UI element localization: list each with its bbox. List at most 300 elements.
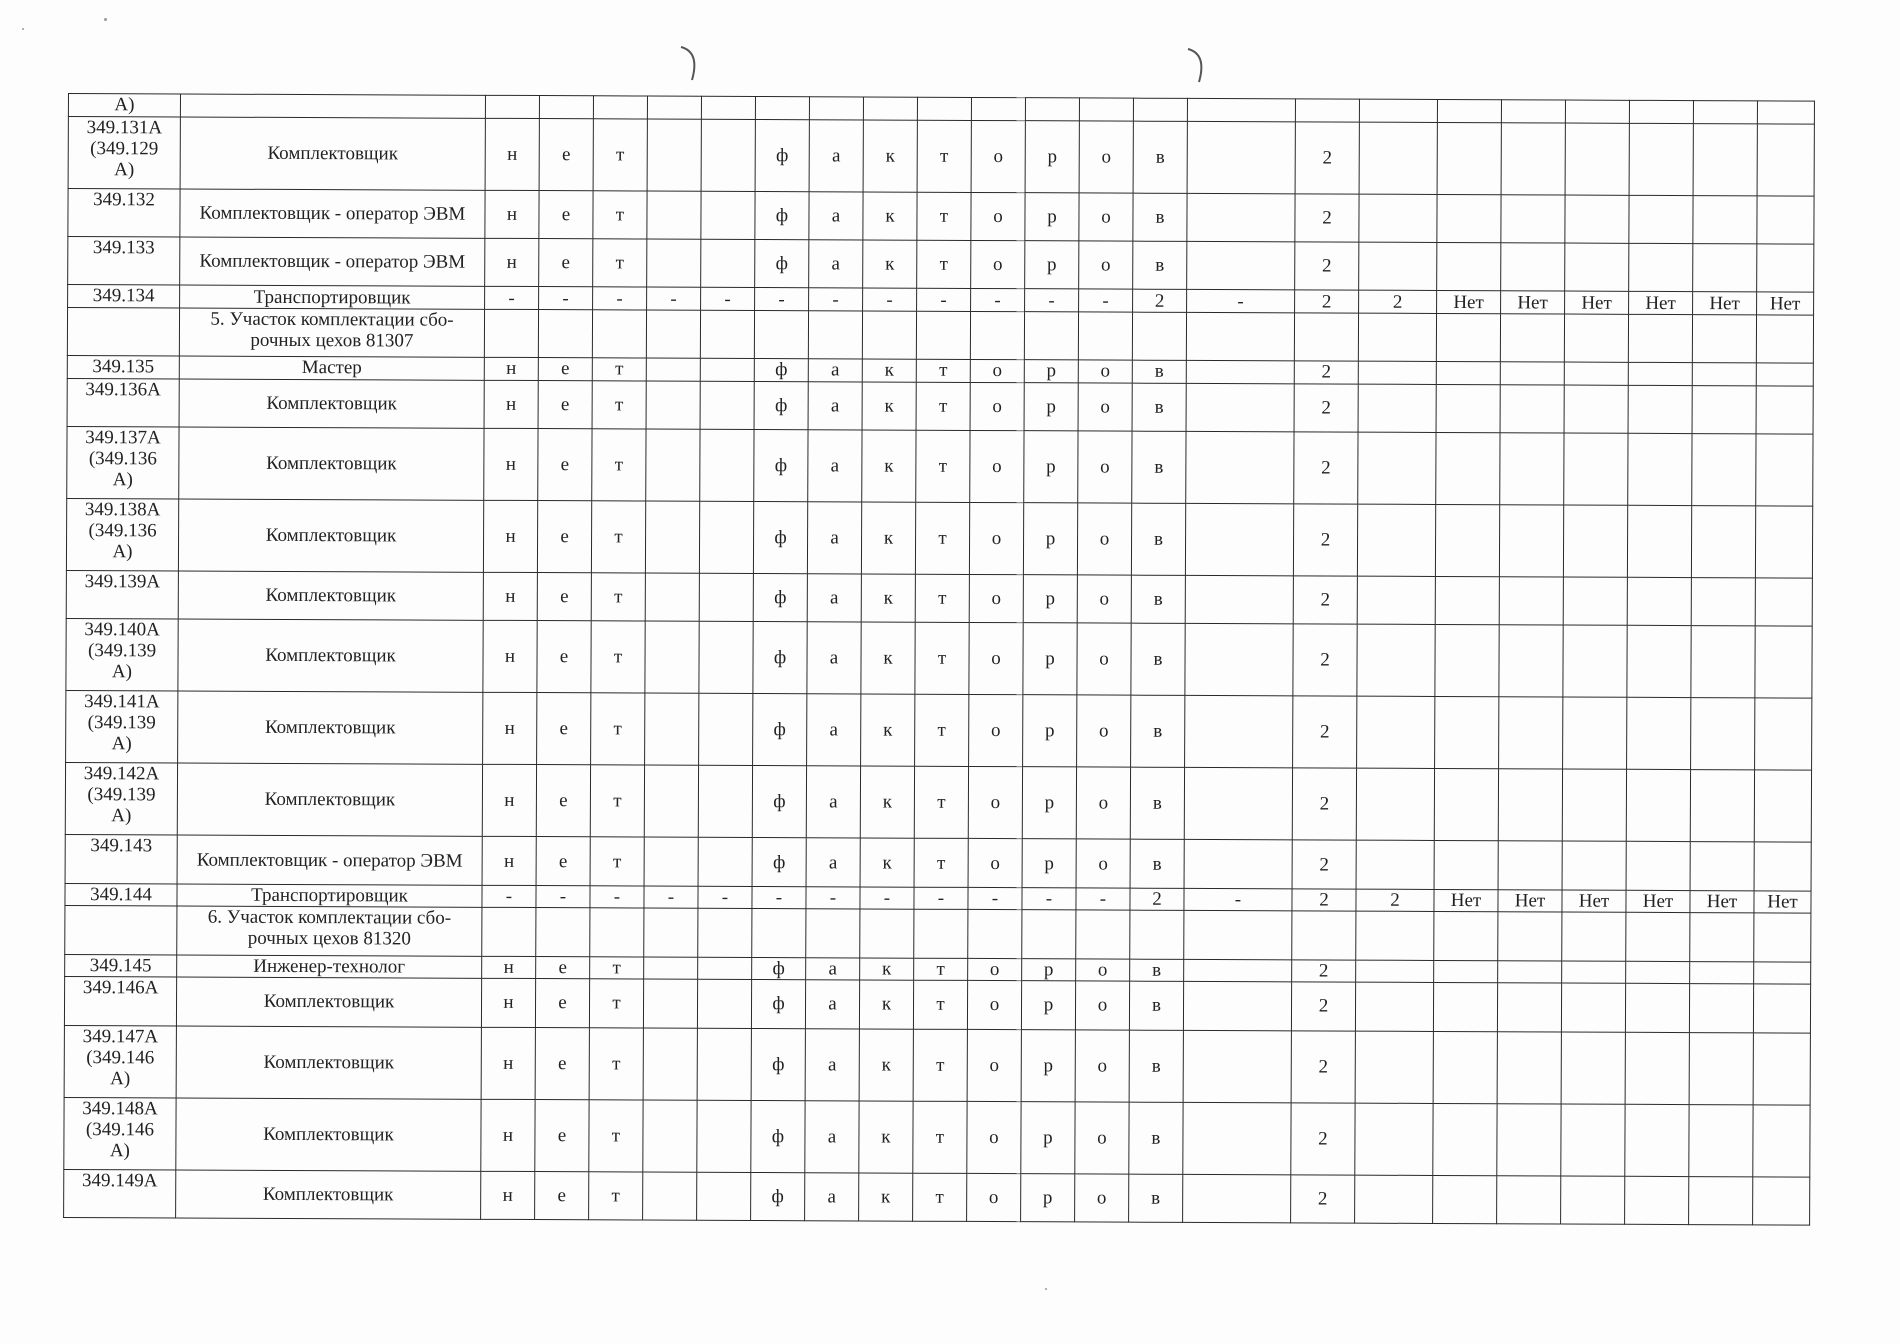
value-cell: о bbox=[971, 120, 1025, 192]
job-title-cell: Комплектовщик bbox=[176, 1026, 481, 1099]
scan-speck bbox=[1045, 1288, 1047, 1290]
value-cell bbox=[1187, 98, 1295, 121]
value-cell: в bbox=[1129, 1102, 1183, 1174]
value-cell: - bbox=[1187, 290, 1295, 313]
value-cell bbox=[643, 1172, 697, 1221]
code-cell: 349.139А bbox=[66, 571, 178, 620]
value-cell: е bbox=[535, 1099, 589, 1171]
value-cell bbox=[1500, 433, 1564, 505]
value-cell: Нет bbox=[1565, 291, 1629, 314]
job-title-cell: Комплектовщик bbox=[178, 691, 483, 764]
value-cell: Нет bbox=[1562, 890, 1626, 913]
value-cell: 2 bbox=[1295, 121, 1359, 193]
value-cell bbox=[1498, 912, 1562, 961]
value-cell bbox=[645, 621, 699, 693]
job-title-cell: Инженер-технолог bbox=[177, 955, 482, 979]
value-cell: а bbox=[805, 1100, 859, 1172]
value-cell: о bbox=[969, 575, 1023, 624]
value-cell bbox=[1690, 913, 1754, 962]
value-cell bbox=[1434, 960, 1498, 983]
value-cell bbox=[1753, 1032, 1810, 1104]
value-cell: о bbox=[969, 623, 1023, 695]
value-cell: а bbox=[808, 359, 862, 382]
section-title: 5. Участок комплектации сбо- рочных цехов 81307 bbox=[179, 308, 484, 358]
value-cell: е bbox=[539, 238, 593, 287]
value-cell: т bbox=[589, 1099, 643, 1171]
value-cell: а bbox=[809, 240, 863, 289]
value-cell bbox=[863, 97, 917, 120]
value-cell bbox=[1627, 698, 1691, 770]
value-cell: н bbox=[485, 118, 539, 190]
value-cell: 2 bbox=[1130, 888, 1184, 911]
value-cell bbox=[1625, 1104, 1689, 1176]
value-cell bbox=[592, 310, 646, 359]
code-cell: 349.144 bbox=[65, 883, 177, 906]
value-cell: о bbox=[1077, 503, 1131, 575]
value-cell: о bbox=[1076, 767, 1130, 839]
value-cell: к bbox=[860, 958, 914, 981]
value-cell bbox=[1561, 1176, 1625, 1225]
value-cell: о bbox=[1077, 575, 1131, 624]
value-cell bbox=[862, 311, 916, 360]
value-cell: о bbox=[1079, 193, 1133, 242]
value-cell bbox=[1497, 983, 1561, 1032]
value-cell bbox=[1295, 99, 1359, 122]
value-cell bbox=[1183, 1174, 1291, 1223]
value-cell bbox=[1499, 697, 1563, 769]
value-cell: т bbox=[915, 695, 969, 767]
value-cell: 2 bbox=[1292, 840, 1356, 889]
value-cell bbox=[1755, 626, 1812, 698]
section-title: 6. Участок комплектации сбо- рочных цехов 81320 bbox=[177, 906, 482, 956]
value-cell: о bbox=[970, 431, 1024, 503]
value-cell: в bbox=[1132, 383, 1186, 432]
code-cell: 349.145 bbox=[65, 954, 177, 977]
value-cell bbox=[1433, 1103, 1497, 1175]
table-row bbox=[65, 763, 1811, 843]
value-cell bbox=[536, 908, 590, 957]
value-cell bbox=[1185, 624, 1293, 696]
value-cell: а bbox=[806, 838, 860, 887]
value-cell bbox=[1357, 576, 1435, 625]
value-cell bbox=[1629, 100, 1693, 123]
value-cell bbox=[1754, 913, 1811, 962]
value-cell: в bbox=[1130, 768, 1184, 840]
value-cell bbox=[700, 429, 754, 501]
code-cell: 349.143 bbox=[65, 835, 177, 884]
value-cell bbox=[1185, 696, 1293, 768]
value-cell bbox=[1561, 983, 1625, 1032]
code-cell: 349.133 bbox=[68, 236, 180, 285]
value-cell bbox=[645, 573, 699, 622]
value-cell bbox=[646, 358, 700, 381]
value-cell bbox=[806, 909, 860, 958]
job-title-cell: Транспортировщик bbox=[180, 285, 485, 309]
value-cell: к bbox=[859, 1173, 913, 1222]
value-cell bbox=[1690, 961, 1754, 984]
code-cell: 349.146А bbox=[64, 977, 176, 1026]
value-cell: - bbox=[593, 287, 647, 310]
value-cell: ф bbox=[754, 381, 808, 430]
value-cell: к bbox=[861, 502, 915, 574]
value-cell bbox=[646, 381, 700, 430]
value-cell: е bbox=[536, 956, 590, 979]
value-cell bbox=[752, 909, 806, 958]
value-cell: т bbox=[592, 429, 646, 501]
value-cell bbox=[1564, 314, 1628, 363]
value-cell bbox=[1561, 1104, 1625, 1176]
code-cell bbox=[65, 906, 177, 955]
code-cell: 349.135 bbox=[67, 356, 179, 379]
table-row bbox=[64, 1169, 1810, 1225]
value-cell: 2 bbox=[1359, 290, 1437, 313]
value-cell: Нет bbox=[1754, 891, 1811, 914]
value-cell: е bbox=[538, 358, 592, 381]
value-cell: т bbox=[913, 1029, 967, 1101]
value-cell: е bbox=[536, 765, 590, 837]
value-cell: Нет bbox=[1498, 889, 1562, 912]
value-cell: Нет bbox=[1626, 890, 1690, 913]
value-cell: - bbox=[1184, 888, 1292, 911]
value-cell: к bbox=[862, 430, 916, 502]
value-cell bbox=[1692, 385, 1756, 434]
value-cell: - bbox=[914, 887, 968, 910]
value-cell: в bbox=[1132, 431, 1186, 503]
value-cell bbox=[1436, 433, 1500, 505]
value-cell bbox=[1755, 578, 1812, 627]
value-cell bbox=[1499, 505, 1563, 577]
value-cell: ф bbox=[753, 574, 807, 623]
value-cell bbox=[1693, 244, 1757, 293]
value-cell: 2 bbox=[1291, 1174, 1355, 1223]
value-cell bbox=[644, 908, 698, 957]
value-cell: н bbox=[483, 572, 537, 621]
value-cell: т bbox=[916, 430, 970, 502]
value-cell bbox=[1434, 769, 1498, 841]
value-cell bbox=[1186, 312, 1294, 361]
value-cell: 2 bbox=[1295, 242, 1359, 291]
value-cell bbox=[1689, 1176, 1753, 1225]
value-cell bbox=[808, 311, 862, 360]
value-cell: е bbox=[535, 1171, 589, 1220]
value-cell bbox=[1565, 123, 1629, 195]
value-cell: 2 bbox=[1291, 1030, 1355, 1102]
value-cell bbox=[1024, 312, 1078, 361]
value-cell: к bbox=[860, 766, 914, 838]
value-cell bbox=[1754, 770, 1811, 842]
value-cell: - bbox=[968, 887, 1022, 910]
value-cell: е bbox=[536, 837, 590, 886]
value-cell bbox=[1501, 243, 1565, 292]
value-cell: н bbox=[481, 1099, 535, 1171]
value-cell bbox=[1292, 911, 1356, 960]
value-cell bbox=[1628, 362, 1692, 385]
value-cell bbox=[643, 1028, 697, 1100]
value-cell: - bbox=[485, 287, 539, 310]
value-cell: о bbox=[971, 192, 1025, 241]
value-cell bbox=[1564, 385, 1628, 434]
value-cell bbox=[699, 573, 753, 622]
value-cell: - bbox=[647, 287, 701, 310]
code-cell: 349.141А (349.139 А) bbox=[66, 691, 178, 763]
value-cell: т bbox=[914, 958, 968, 981]
value-cell: в bbox=[1133, 193, 1187, 242]
value-cell bbox=[1186, 361, 1294, 384]
value-cell bbox=[1187, 241, 1295, 290]
value-cell bbox=[1433, 1175, 1497, 1224]
value-cell bbox=[1629, 195, 1693, 244]
value-cell: н bbox=[482, 765, 536, 837]
value-cell bbox=[1433, 1031, 1497, 1103]
value-cell: е bbox=[535, 979, 589, 1028]
value-cell: е bbox=[539, 118, 593, 190]
value-cell bbox=[1436, 384, 1500, 433]
value-cell bbox=[485, 95, 539, 118]
value-cell bbox=[1689, 984, 1753, 1033]
value-cell: - bbox=[755, 288, 809, 311]
value-cell: в bbox=[1130, 840, 1184, 889]
value-cell: т bbox=[589, 1027, 643, 1099]
value-cell bbox=[1626, 961, 1690, 984]
value-cell bbox=[1689, 1032, 1753, 1104]
value-cell bbox=[1689, 1104, 1753, 1176]
table-row bbox=[67, 427, 1813, 507]
value-cell bbox=[1183, 982, 1291, 1031]
value-cell: о bbox=[969, 695, 1023, 767]
value-cell bbox=[1626, 913, 1690, 962]
value-cell: р bbox=[1021, 1029, 1075, 1101]
value-cell: н bbox=[485, 190, 539, 239]
value-cell: к bbox=[863, 120, 917, 192]
value-cell bbox=[538, 309, 592, 358]
value-cell bbox=[970, 311, 1024, 360]
value-cell: в bbox=[1129, 1030, 1183, 1102]
value-cell: к bbox=[861, 574, 915, 623]
value-cell bbox=[1357, 697, 1435, 769]
value-cell bbox=[1755, 506, 1812, 578]
value-cell: 2 bbox=[1292, 768, 1356, 840]
value-cell: 2 bbox=[1293, 504, 1357, 576]
value-cell bbox=[698, 957, 752, 980]
value-cell: т bbox=[913, 1173, 967, 1222]
value-cell bbox=[1499, 625, 1563, 697]
value-cell: о bbox=[1078, 383, 1132, 432]
value-cell: н bbox=[484, 358, 538, 381]
value-cell bbox=[1692, 434, 1756, 506]
value-cell: р bbox=[1022, 958, 1076, 981]
job-title-cell: Комплектовщик bbox=[179, 427, 484, 500]
job-title-cell: Комплектовщик - оператор ЭВМ bbox=[177, 835, 482, 885]
value-cell bbox=[917, 97, 971, 120]
value-cell: - bbox=[809, 288, 863, 311]
value-cell: т bbox=[593, 190, 647, 239]
code-cell: 349.137А (349.136 А) bbox=[67, 427, 179, 499]
value-cell: а bbox=[805, 1172, 859, 1221]
value-cell: ф bbox=[755, 239, 809, 288]
value-cell bbox=[647, 191, 701, 240]
value-cell bbox=[1564, 433, 1628, 505]
value-cell bbox=[1186, 383, 1294, 432]
value-cell: р bbox=[1025, 120, 1079, 192]
table-row bbox=[66, 691, 1812, 771]
value-cell: о bbox=[1077, 623, 1131, 695]
value-cell: т bbox=[915, 502, 969, 574]
value-cell bbox=[1628, 385, 1692, 434]
value-cell: - bbox=[1076, 888, 1130, 911]
value-cell bbox=[1186, 432, 1294, 504]
value-cell: к bbox=[863, 240, 917, 289]
value-cell: р bbox=[1022, 839, 1076, 888]
value-cell: ф bbox=[752, 766, 806, 838]
value-cell bbox=[1691, 626, 1755, 698]
value-cell bbox=[968, 910, 1022, 959]
value-cell bbox=[1187, 193, 1295, 242]
value-cell: 2 bbox=[1294, 361, 1358, 384]
value-cell bbox=[1436, 362, 1500, 385]
value-cell: т bbox=[591, 621, 645, 693]
value-cell bbox=[1757, 123, 1814, 195]
value-cell: е bbox=[537, 621, 591, 693]
value-cell bbox=[1294, 313, 1358, 362]
value-cell: ф bbox=[755, 119, 809, 191]
value-cell: о bbox=[1077, 695, 1131, 767]
table-row bbox=[64, 977, 1810, 1033]
code-cell bbox=[67, 307, 179, 356]
value-cell bbox=[701, 191, 755, 240]
code-cell: 349.147А (349.146 А) bbox=[64, 1025, 176, 1097]
value-cell bbox=[1022, 910, 1076, 959]
value-cell bbox=[701, 96, 755, 119]
value-cell bbox=[1564, 362, 1628, 385]
value-cell bbox=[701, 119, 755, 191]
job-title-cell bbox=[180, 94, 485, 118]
value-cell: - bbox=[971, 289, 1025, 312]
value-cell bbox=[645, 501, 699, 573]
value-cell: т bbox=[590, 837, 644, 886]
value-cell: н bbox=[481, 1027, 535, 1099]
value-cell bbox=[1434, 912, 1498, 961]
value-cell: т bbox=[913, 1101, 967, 1173]
value-cell: - bbox=[698, 886, 752, 909]
value-cell bbox=[1498, 960, 1562, 983]
value-cell bbox=[1183, 1030, 1291, 1102]
value-cell: т bbox=[593, 239, 647, 288]
value-cell bbox=[1497, 1175, 1561, 1224]
value-cell: 2 bbox=[1295, 290, 1359, 313]
value-cell bbox=[1497, 1103, 1561, 1175]
value-cell: - bbox=[536, 885, 590, 908]
value-cell: р bbox=[1022, 767, 1076, 839]
value-cell: в bbox=[1131, 696, 1185, 768]
value-cell: ф bbox=[753, 694, 807, 766]
value-cell: о bbox=[1078, 431, 1132, 503]
value-cell: ф bbox=[752, 838, 806, 887]
value-cell: т bbox=[590, 956, 644, 979]
value-cell bbox=[1629, 243, 1693, 292]
section-row bbox=[67, 307, 1813, 363]
value-cell bbox=[1755, 698, 1812, 770]
value-cell bbox=[646, 310, 700, 359]
value-cell bbox=[755, 96, 809, 119]
value-cell bbox=[644, 957, 698, 980]
value-cell: 2 bbox=[1293, 576, 1357, 625]
value-cell: р bbox=[1021, 1173, 1075, 1222]
value-cell: р bbox=[1024, 360, 1078, 383]
value-cell bbox=[1355, 1103, 1433, 1175]
value-cell: о bbox=[1078, 360, 1132, 383]
value-cell: в bbox=[1133, 121, 1187, 193]
value-cell: - bbox=[917, 288, 971, 311]
value-cell: Нет bbox=[1757, 292, 1814, 315]
value-cell bbox=[647, 119, 701, 191]
value-cell bbox=[699, 501, 753, 573]
value-cell: о bbox=[967, 1101, 1021, 1173]
code-cell: 349.136А bbox=[67, 378, 179, 427]
value-cell: а bbox=[805, 980, 859, 1029]
value-cell bbox=[1625, 984, 1689, 1033]
value-cell bbox=[699, 694, 753, 766]
code-cell: А) bbox=[68, 94, 180, 117]
table-row bbox=[67, 378, 1813, 434]
job-title-cell: Комплектовщик bbox=[178, 571, 483, 621]
value-cell: ф bbox=[753, 622, 807, 694]
scan-speck bbox=[22, 28, 24, 30]
value-cell bbox=[1356, 841, 1434, 890]
value-cell: 2 bbox=[1293, 624, 1357, 696]
value-cell: ф bbox=[751, 1100, 805, 1172]
value-cell bbox=[1498, 841, 1562, 890]
value-cell bbox=[647, 96, 701, 119]
value-cell: о bbox=[1075, 1029, 1129, 1101]
value-cell bbox=[593, 96, 647, 119]
value-cell bbox=[1437, 194, 1501, 243]
value-cell: - bbox=[482, 885, 536, 908]
value-cell: т bbox=[916, 382, 970, 431]
value-cell bbox=[590, 908, 644, 957]
value-cell bbox=[1356, 769, 1434, 841]
value-cell bbox=[1359, 194, 1437, 243]
value-cell: р bbox=[1024, 431, 1078, 503]
value-cell bbox=[1130, 910, 1184, 959]
value-cell bbox=[809, 97, 863, 120]
value-cell bbox=[1358, 384, 1436, 433]
value-cell: н bbox=[484, 380, 538, 429]
value-cell bbox=[1185, 503, 1293, 575]
value-cell: 2 bbox=[1133, 289, 1187, 312]
code-cell: 349.134 bbox=[68, 285, 180, 308]
job-title-cell: Комплектовщик bbox=[179, 379, 484, 429]
value-cell: н bbox=[483, 621, 537, 693]
value-cell: т bbox=[914, 839, 968, 888]
value-cell: - bbox=[863, 288, 917, 311]
value-cell bbox=[539, 96, 593, 119]
value-cell: е bbox=[537, 573, 591, 622]
value-cell bbox=[701, 239, 755, 288]
value-cell bbox=[700, 358, 754, 381]
code-cell: 349.131А (349.129 А) bbox=[68, 116, 180, 188]
value-cell: о bbox=[967, 1173, 1021, 1222]
value-cell: о bbox=[968, 958, 1022, 981]
value-cell bbox=[1355, 1175, 1433, 1224]
value-cell: о bbox=[1076, 959, 1130, 982]
value-cell: о bbox=[1075, 1173, 1129, 1222]
value-cell bbox=[1435, 625, 1499, 697]
value-cell bbox=[1358, 313, 1436, 362]
value-cell: е bbox=[537, 501, 591, 573]
value-cell: н bbox=[484, 428, 538, 500]
value-cell bbox=[1565, 243, 1629, 292]
job-title-cell: Комплектовщик bbox=[176, 1170, 481, 1220]
